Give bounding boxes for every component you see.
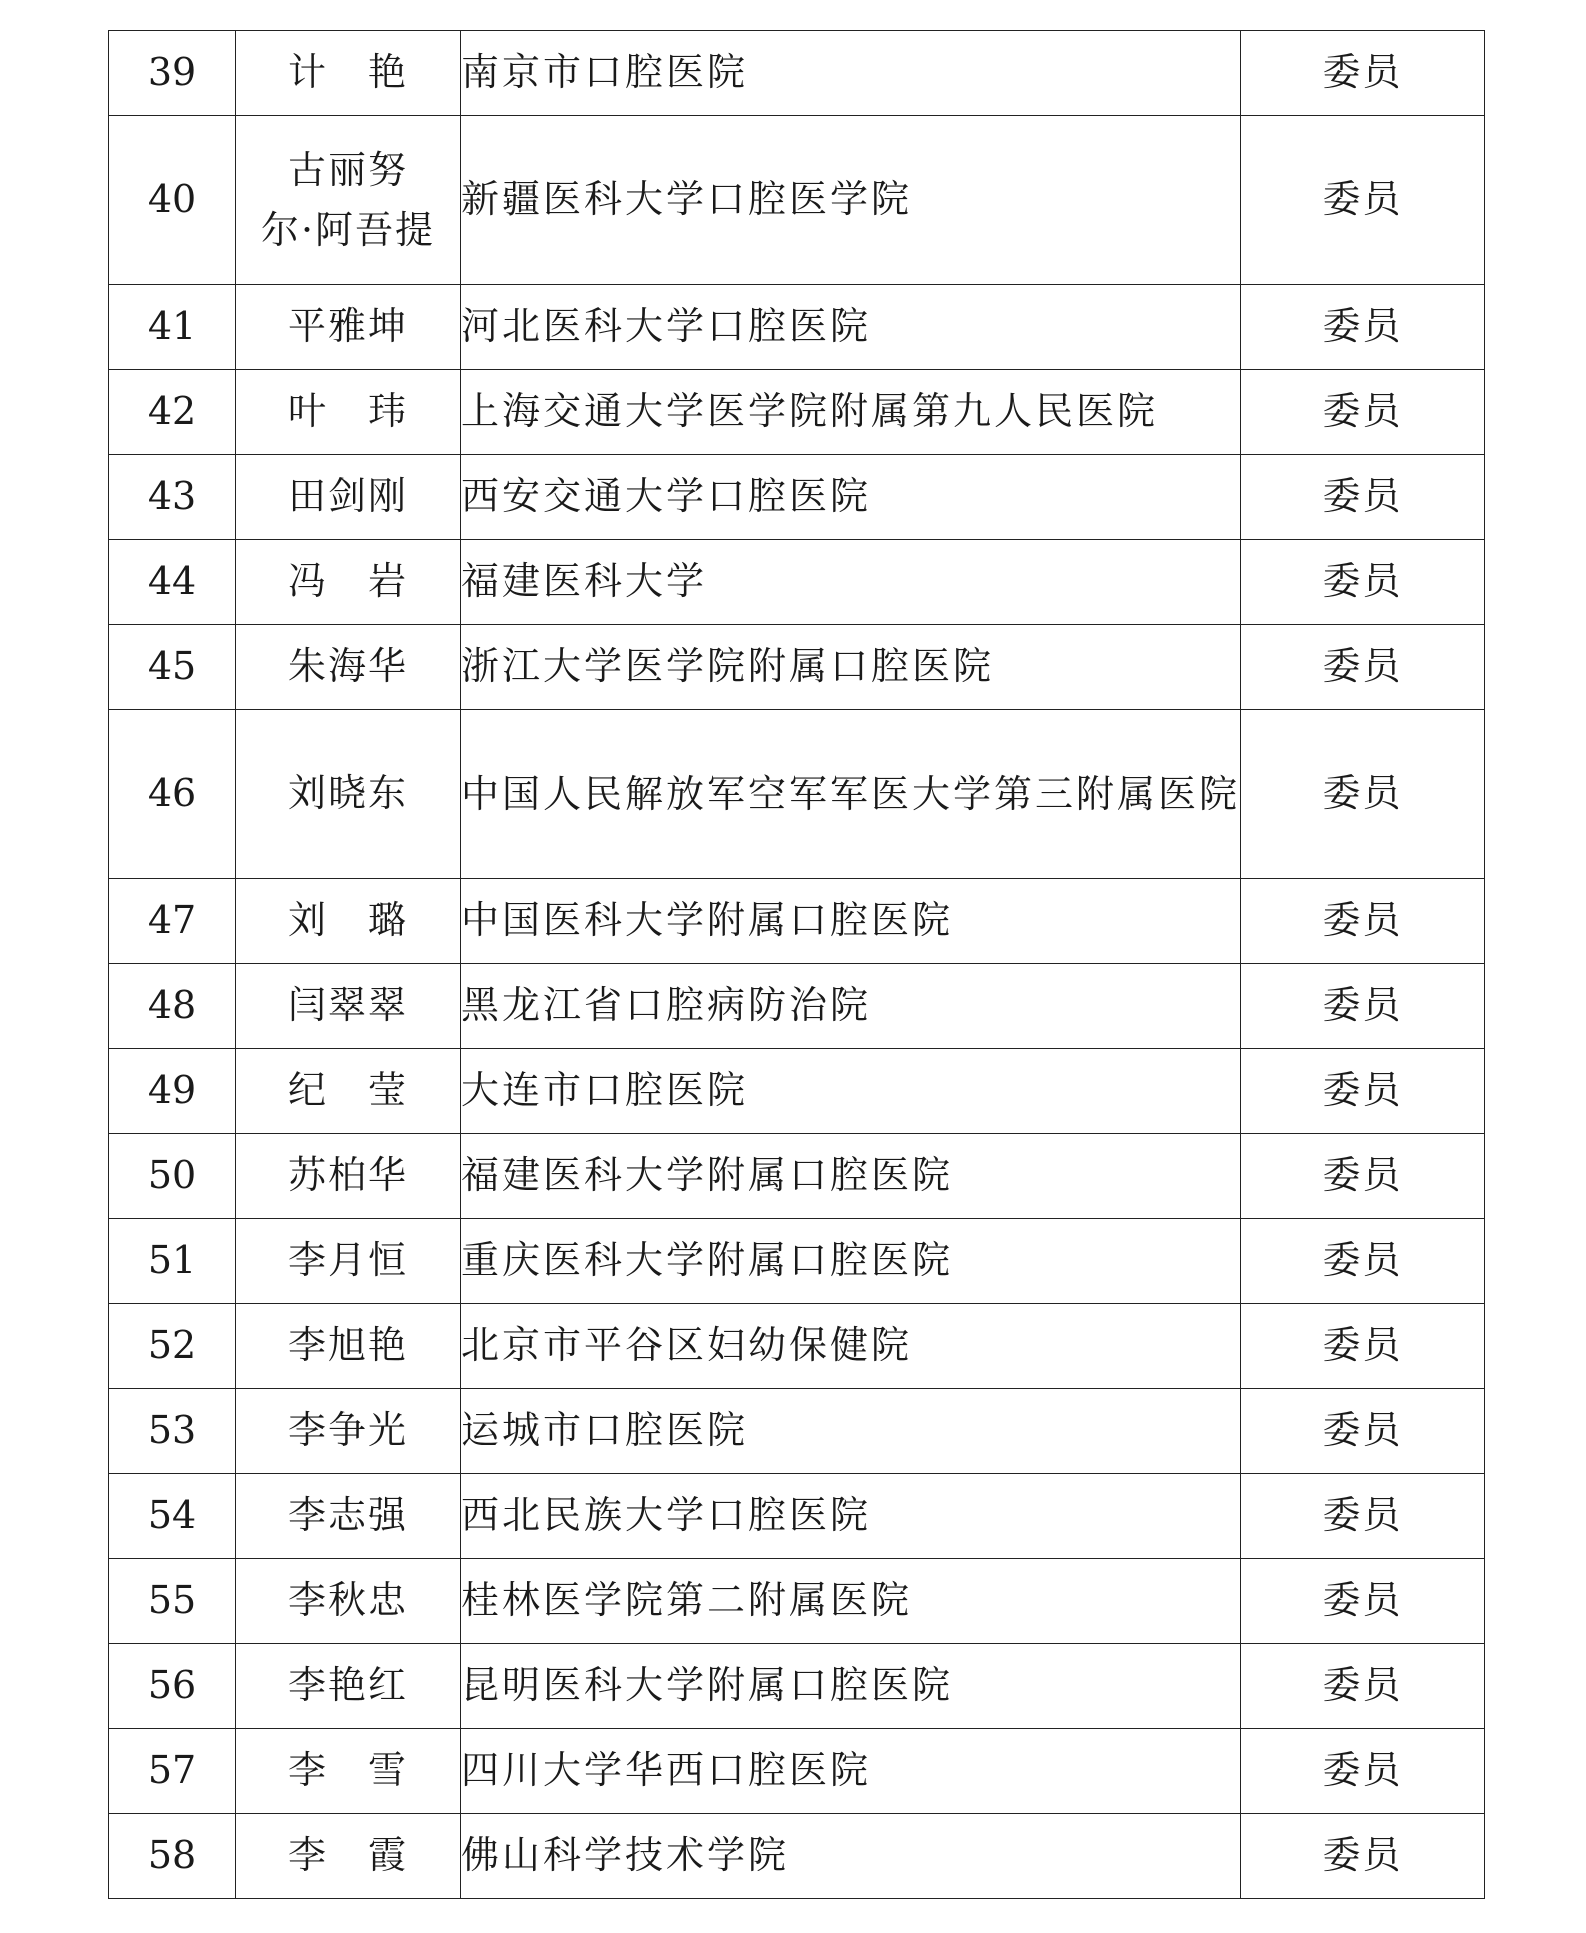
member-role: 委员 [1241, 1814, 1485, 1899]
row-number: 52 [109, 1304, 236, 1389]
row-number: 58 [109, 1814, 236, 1899]
member-organization: 中国医科大学附属口腔医院 [461, 879, 1241, 964]
member-role: 委员 [1241, 1389, 1485, 1474]
member-table [108, 30, 1485, 1899]
row-number: 50 [109, 1134, 236, 1219]
member-name: 苏柏华 [236, 1134, 461, 1219]
table-row [109, 285, 1485, 370]
member-name: 李 霞 [236, 1814, 461, 1899]
member-organization: 福建医科大学 [461, 540, 1241, 625]
member-role: 委员 [1241, 455, 1485, 540]
table-row [109, 710, 1485, 879]
member-role: 委员 [1241, 879, 1485, 964]
member-name: 李 雪 [236, 1729, 461, 1814]
member-role: 委员 [1241, 1474, 1485, 1559]
member-organization: 浙江大学医学院附属口腔医院 [461, 625, 1241, 710]
member-role: 委员 [1241, 1219, 1485, 1304]
member-organization: 中国人民解放军空军军医大学第三附属医院 [461, 710, 1241, 879]
member-organization: 新疆医科大学口腔医学院 [461, 116, 1241, 285]
member-name: 李秋忠 [236, 1559, 461, 1644]
row-number: 44 [109, 540, 236, 625]
row-number: 51 [109, 1219, 236, 1304]
member-organization: 南京市口腔医院 [461, 31, 1241, 116]
member-name [236, 116, 461, 285]
member-role: 委员 [1241, 370, 1485, 455]
row-number: 48 [109, 964, 236, 1049]
member-organization: 黑龙江省口腔病防治院 [461, 964, 1241, 1049]
table-row [109, 879, 1485, 964]
member-role: 委员 [1241, 1644, 1485, 1729]
member-name: 闫翠翠 [236, 964, 461, 1049]
member-name: 冯 岩 [236, 540, 461, 625]
row-number: 56 [109, 1644, 236, 1729]
member-role: 委员 [1241, 540, 1485, 625]
member-organization: 运城市口腔医院 [461, 1389, 1241, 1474]
member-role: 委员 [1241, 116, 1485, 285]
member-name: 平雅坤 [236, 285, 461, 370]
member-role: 委员 [1241, 1729, 1485, 1814]
member-role: 委员 [1241, 710, 1485, 879]
row-number: 39 [109, 31, 236, 116]
row-number: 46 [109, 710, 236, 879]
table-row [109, 116, 1485, 285]
table-row [109, 1389, 1485, 1474]
member-role: 委员 [1241, 964, 1485, 1049]
member-role: 委员 [1241, 31, 1485, 116]
table-row [109, 1134, 1485, 1219]
table-row [109, 1219, 1485, 1304]
row-number: 57 [109, 1729, 236, 1814]
member-organization: 大连市口腔医院 [461, 1049, 1241, 1134]
member-name: 纪 莹 [236, 1049, 461, 1134]
member-name: 刘 璐 [236, 879, 461, 964]
member-name: 刘晓东 [236, 710, 461, 879]
member-role: 委员 [1241, 625, 1485, 710]
member-organization: 西安交通大学口腔医院 [461, 455, 1241, 540]
member-organization: 佛山科学技术学院 [461, 1814, 1241, 1899]
member-name: 叶 玮 [236, 370, 461, 455]
member-name: 朱海华 [236, 625, 461, 710]
member-role: 委员 [1241, 1559, 1485, 1644]
table-row [109, 540, 1485, 625]
member-organization: 西北民族大学口腔医院 [461, 1474, 1241, 1559]
table-row [109, 1559, 1485, 1644]
table-row [109, 1304, 1485, 1389]
member-organization: 上海交通大学医学院附属第九人民医院 [461, 370, 1241, 455]
table-row [109, 1474, 1485, 1559]
row-number: 45 [109, 625, 236, 710]
table-row [109, 455, 1485, 540]
row-number: 53 [109, 1389, 236, 1474]
member-organization: 四川大学华西口腔医院 [461, 1729, 1241, 1814]
member-name: 李艳红 [236, 1644, 461, 1729]
row-number: 41 [109, 285, 236, 370]
member-role: 委员 [1241, 1304, 1485, 1389]
table-row [109, 1729, 1485, 1814]
member-name: 李月恒 [236, 1219, 461, 1304]
row-number: 40 [109, 116, 236, 285]
table-row [109, 1814, 1485, 1899]
member-role: 委员 [1241, 1134, 1485, 1219]
member-organization: 福建医科大学附属口腔医院 [461, 1134, 1241, 1219]
member-name: 计 艳 [236, 31, 461, 116]
member-organization: 重庆医科大学附属口腔医院 [461, 1219, 1241, 1304]
table-row [109, 625, 1485, 710]
member-name: 田剑刚 [236, 455, 461, 540]
table-row [109, 964, 1485, 1049]
row-number: 54 [109, 1474, 236, 1559]
member-name: 李志强 [236, 1474, 461, 1559]
row-number: 55 [109, 1559, 236, 1644]
table-row [109, 1049, 1485, 1134]
table-row [109, 370, 1485, 455]
member-organization: 昆明医科大学附属口腔医院 [461, 1644, 1241, 1729]
member-organization: 河北医科大学口腔医院 [461, 285, 1241, 370]
row-number: 47 [109, 879, 236, 964]
member-organization: 桂林医学院第二附属医院 [461, 1559, 1241, 1644]
member-name-line: 古丽努 [287, 148, 408, 192]
member-name: 李争光 [236, 1389, 461, 1474]
table-row [109, 1644, 1485, 1729]
row-number: 43 [109, 455, 236, 540]
member-organization: 北京市平谷区妇幼保健院 [461, 1304, 1241, 1389]
member-role: 委员 [1241, 285, 1485, 370]
row-number: 49 [109, 1049, 236, 1134]
member-name-line: 尔·阿吾提 [260, 208, 436, 252]
member-name: 李旭艳 [236, 1304, 461, 1389]
table-row [109, 31, 1485, 116]
row-number: 42 [109, 370, 236, 455]
member-role: 委员 [1241, 1049, 1485, 1134]
